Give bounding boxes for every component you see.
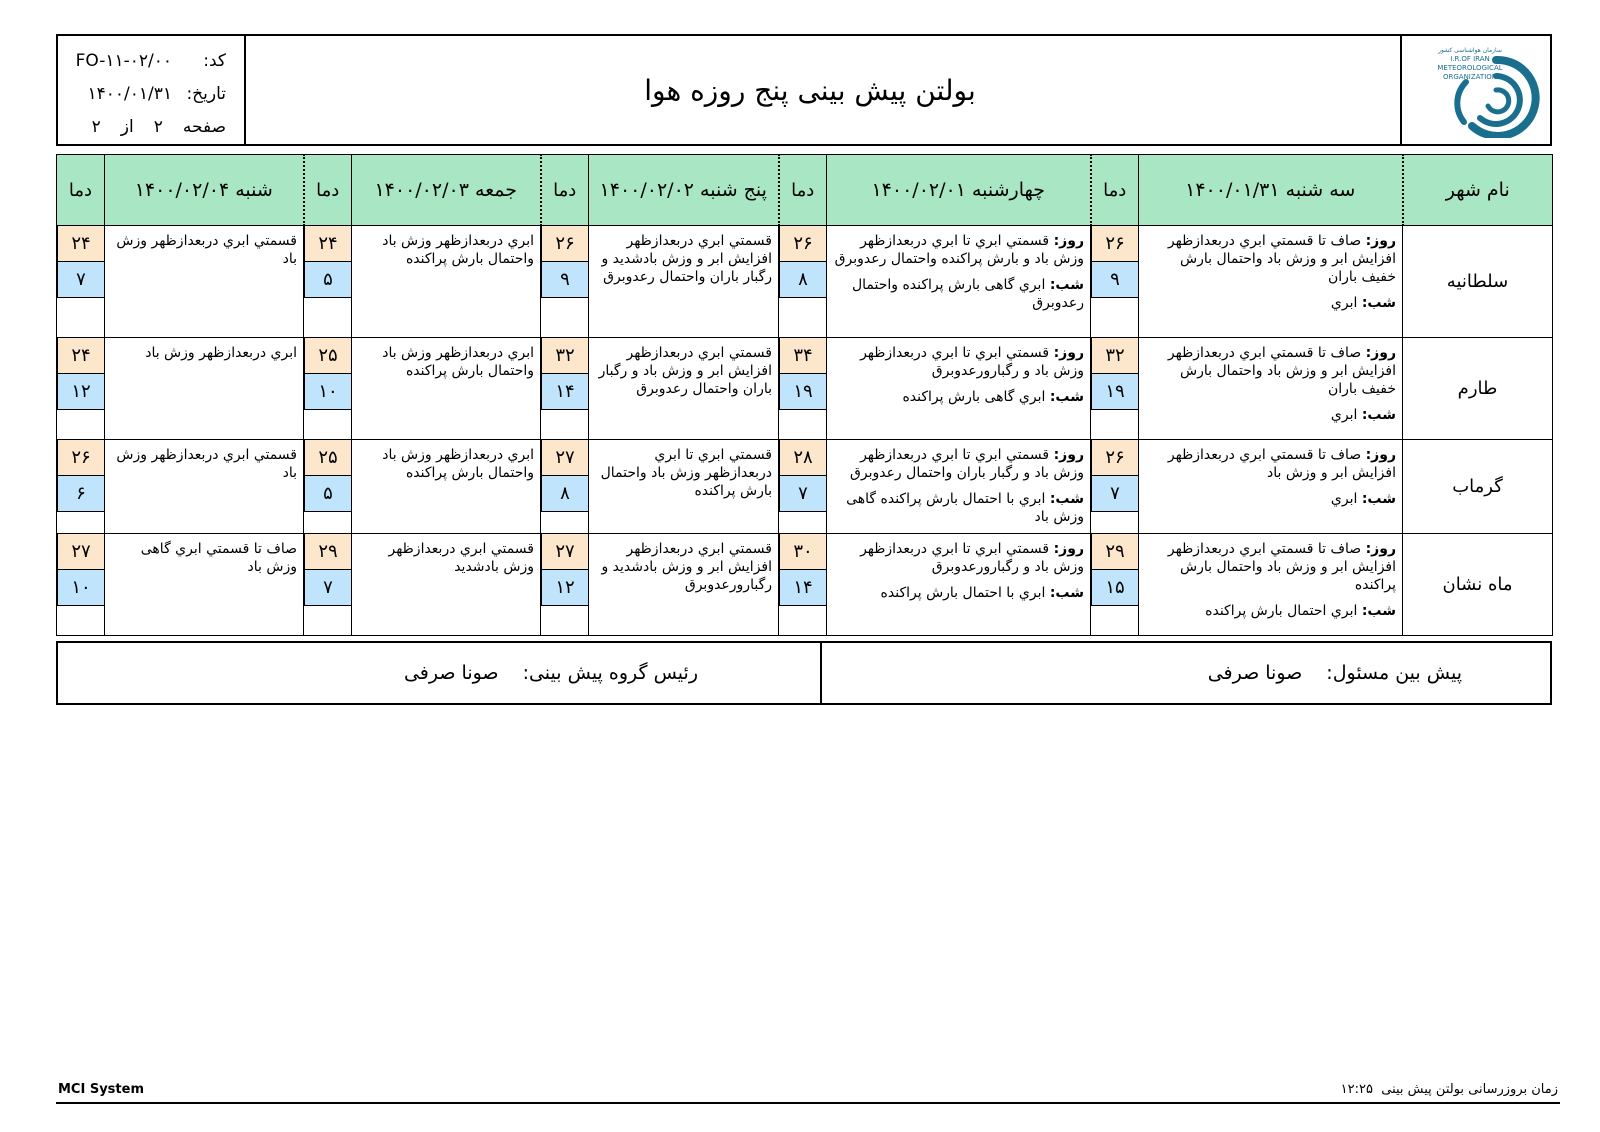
min-temperature: ۵ bbox=[304, 262, 351, 298]
page-of: از bbox=[120, 117, 134, 137]
city-name: ماه نشان bbox=[1403, 534, 1553, 636]
forecast-description bbox=[105, 534, 304, 636]
max-temperature: ۲۶ bbox=[541, 226, 588, 262]
code-label: کد: bbox=[203, 51, 226, 71]
day-forecast: قسمتي ابري تا ابري دربعدازظهر وزش باد و رگبارورعدوبرق bbox=[860, 541, 1084, 575]
night-label: شب: bbox=[1361, 491, 1396, 507]
max-temperature: ۳۲ bbox=[541, 338, 588, 374]
date-value: ۱۴۰۰/۰۱/۳۱ bbox=[87, 84, 172, 104]
page-row bbox=[74, 114, 226, 147]
day-column-header: سه شنبه ۱۴۰۰/۰۱/۳۱ bbox=[1139, 155, 1403, 226]
day-forecast: قسمتي ابري تا ابري دربعدازظهر وزش باد و رگبار باران واحتمال رعدوبرق bbox=[849, 447, 1084, 481]
logo-text-meteorological: METEOROLOGICAL bbox=[1437, 64, 1503, 72]
temp-column-header: دما bbox=[779, 155, 827, 226]
max-temperature: ۲۶ bbox=[1091, 226, 1138, 262]
forecast-text: ابري دربعدازظهر وزش باد واحتمال بارش پراکنده bbox=[382, 447, 534, 481]
city-name: سلطانیه bbox=[1403, 226, 1553, 338]
day-label: روز: bbox=[1053, 447, 1084, 463]
min-temperature: ۹ bbox=[541, 262, 588, 298]
max-temperature: ۲۴ bbox=[57, 226, 104, 262]
day-forecast: صاف تا قسمتي ابري دربعدازظهر افزايش ابر و وزش باد واحتمال بارش پراكنده bbox=[1167, 541, 1396, 593]
temperature-cell bbox=[779, 440, 827, 534]
forecast-description bbox=[1139, 440, 1403, 534]
max-temperature: ۲۷ bbox=[541, 440, 588, 476]
max-temperature: ۲۹ bbox=[304, 534, 351, 570]
day-forecast: قسمتي ابري تا ابري دربعدازظهر وزش باد و رگبارورعدوبرق bbox=[860, 345, 1084, 379]
forecast-description bbox=[589, 226, 779, 338]
min-temperature: ۵ bbox=[304, 476, 351, 512]
temperature-cell bbox=[1091, 440, 1139, 534]
forecast-table bbox=[56, 154, 1553, 636]
forecast-text: ابري دربعدازظهر وزش باد واحتمال بارش پراکنده bbox=[382, 345, 534, 379]
day-label: روز: bbox=[1365, 541, 1396, 557]
page-label: صفحه bbox=[182, 117, 226, 137]
night-label: شب: bbox=[1049, 277, 1084, 293]
temperature-cell bbox=[304, 226, 352, 338]
temperature-cell bbox=[57, 226, 105, 338]
max-temperature: ۲۷ bbox=[541, 534, 588, 570]
update-time bbox=[1341, 1082, 1558, 1097]
night-forecast: ابري احتمال بارش پراکنده bbox=[1205, 603, 1358, 619]
city-name: گرماب bbox=[1403, 440, 1553, 534]
date-label: تاریخ: bbox=[186, 84, 226, 104]
temperature-cell bbox=[304, 338, 352, 440]
temp-column-header: دما bbox=[1091, 155, 1139, 226]
max-temperature: ۲۶ bbox=[779, 226, 826, 262]
city-name: طارم bbox=[1403, 338, 1553, 440]
temperature-cell bbox=[541, 338, 589, 440]
forecast-body bbox=[57, 226, 1553, 636]
day-label: روز: bbox=[1053, 233, 1084, 249]
forecaster-label: پیش بین مسئول: bbox=[1326, 662, 1462, 684]
night-label: شب: bbox=[1361, 407, 1396, 423]
min-temperature: ۷ bbox=[779, 476, 826, 512]
forecast-description bbox=[827, 226, 1091, 338]
night-forecast: ابري bbox=[1330, 295, 1358, 311]
min-temperature: ۱۹ bbox=[779, 374, 826, 410]
day-forecast: صاف تا قسمتي ابري دربعدازظهر افزايش ابر و وزش باد bbox=[1167, 447, 1396, 481]
forecast-description bbox=[1139, 534, 1403, 636]
day-column-header: شنبه ۱۴۰۰/۰۲/۰۴ bbox=[105, 155, 304, 226]
forecast-text: قسمتي ابري دربعدازظهر وزش بادشديد bbox=[388, 541, 534, 575]
forecast-description bbox=[352, 534, 541, 636]
table-header-row bbox=[57, 155, 1553, 226]
night-label: شب: bbox=[1049, 389, 1084, 405]
code-value: FO-۱۱-۰۲/۰۰ bbox=[75, 51, 172, 71]
day-label: روز: bbox=[1365, 447, 1396, 463]
min-temperature: ۹ bbox=[1091, 262, 1138, 298]
page-total: ۲ bbox=[91, 117, 101, 137]
temperature-cell bbox=[57, 440, 105, 534]
day-column-header: پنج شنبه ۱۴۰۰/۰۲/۰۲ bbox=[589, 155, 779, 226]
table-row bbox=[57, 226, 1553, 338]
bulletin-header bbox=[56, 34, 1552, 146]
day-column-header: چهارشنبه ۱۴۰۰/۰۲/۰۱ bbox=[827, 155, 1091, 226]
code-row bbox=[74, 48, 226, 81]
forecast-text: قسمتي ابري دربعدازظهر افزايش ابر و وزش بادشديد و رگبار باران واحتمال رعدوبرق bbox=[601, 233, 772, 285]
max-temperature: ۳۴ bbox=[779, 338, 826, 374]
max-temperature: ۲۵ bbox=[304, 440, 351, 476]
min-temperature: ۷ bbox=[57, 262, 104, 298]
temperature-cell bbox=[304, 534, 352, 636]
day-label: روز: bbox=[1365, 345, 1396, 361]
forecast-text: ابري دربعدازظهر وزش باد bbox=[145, 345, 297, 361]
forecast-text: قسمتي ابري دربعدازظهر افزايش ابر و وزش باد و رگبار باران واحتمال رعدوبرق bbox=[598, 345, 772, 397]
temperature-cell bbox=[57, 338, 105, 440]
day-forecast: صاف تا قسمتي ابري دربعدازظهر افزايش ابر و وزش باد واحتمال بارش خفيف باران bbox=[1167, 345, 1396, 397]
forecast-text: ابري دربعدازظهر وزش باد واحتمال بارش پراکنده bbox=[382, 233, 534, 267]
page-title: بولتن پیش بینی پنج روزه هوا bbox=[644, 73, 976, 107]
document-meta bbox=[58, 36, 246, 144]
temperature-cell bbox=[1091, 534, 1139, 636]
max-temperature: ۲۹ bbox=[1091, 534, 1138, 570]
night-forecast: ابري با احتمال بارش پراكنده bbox=[880, 585, 1046, 601]
table-row bbox=[57, 534, 1553, 636]
update-value: ۱۲:۲۵ bbox=[1340, 1082, 1373, 1097]
forecast-description bbox=[827, 440, 1091, 534]
temperature-cell bbox=[57, 534, 105, 636]
head-section bbox=[58, 643, 820, 703]
logo-text-fa: سازمان هواشناسی کشور bbox=[1438, 47, 1502, 54]
night-forecast: ابري با احتمال بارش پراکنده گاهی وزش باد bbox=[846, 491, 1084, 525]
head-name: صونا صرفی bbox=[403, 662, 499, 684]
table-row bbox=[57, 338, 1553, 440]
temp-column-header: دما bbox=[304, 155, 352, 226]
min-temperature: ۱۴ bbox=[541, 374, 588, 410]
temperature-cell bbox=[779, 534, 827, 636]
night-label: شب: bbox=[1361, 603, 1396, 619]
temperature-cell bbox=[304, 440, 352, 534]
forecast-description bbox=[1139, 338, 1403, 440]
forecast-text: صاف تا قسمتي ابري گاهی وزش باد bbox=[140, 541, 297, 575]
forecast-description bbox=[352, 440, 541, 534]
date-row bbox=[74, 81, 226, 114]
forecaster-section bbox=[820, 643, 1550, 703]
min-temperature: ۱۲ bbox=[541, 570, 588, 606]
logo-text-iran: I.R.OF IRAN bbox=[1450, 55, 1490, 63]
forecast-description bbox=[105, 226, 304, 338]
page-footer bbox=[56, 1076, 1560, 1104]
temp-column-header: دما bbox=[57, 155, 105, 226]
city-column-header: نام شهر bbox=[1403, 155, 1553, 226]
forecast-description bbox=[827, 534, 1091, 636]
temperature-cell bbox=[541, 226, 589, 338]
forecast-description bbox=[105, 440, 304, 534]
temp-column-header: دما bbox=[541, 155, 589, 226]
forecast-description bbox=[589, 534, 779, 636]
temperature-cell bbox=[1091, 226, 1139, 338]
min-temperature: ۱۴ bbox=[779, 570, 826, 606]
temperature-cell bbox=[541, 440, 589, 534]
min-temperature: ۱۵ bbox=[1091, 570, 1138, 606]
forecast-description bbox=[352, 226, 541, 338]
max-temperature: ۲۴ bbox=[57, 338, 104, 374]
signature-bar bbox=[56, 641, 1552, 705]
day-forecast: صاف تا قسمتي ابري دربعدازظهر افزايش ابر و وزش باد واحتمال بارش خفيف باران bbox=[1167, 233, 1396, 285]
max-temperature: ۲۴ bbox=[304, 226, 351, 262]
forecast-description bbox=[105, 338, 304, 440]
min-temperature: ۷ bbox=[1091, 476, 1138, 512]
max-temperature: ۲۷ bbox=[57, 534, 104, 570]
day-forecast: قسمتي ابري تا ابري دربعدازظهر وزش باد و بارش پراكنده واحتمال رعدوبرق bbox=[834, 233, 1084, 267]
min-temperature: ۸ bbox=[541, 476, 588, 512]
temperature-cell bbox=[541, 534, 589, 636]
page-number: ۲ bbox=[153, 117, 163, 137]
night-forecast: ابري bbox=[1330, 407, 1358, 423]
meteorological-organization-logo bbox=[1400, 36, 1550, 144]
forecast-text: قسمتي ابري دربعدازظهر وزش باد bbox=[116, 233, 297, 267]
forecast-description bbox=[1139, 226, 1403, 338]
temperature-cell bbox=[779, 226, 827, 338]
night-forecast: ابري گاهی بارش پراکنده bbox=[902, 389, 1046, 405]
min-temperature: ۷ bbox=[304, 570, 351, 606]
forecast-description bbox=[589, 440, 779, 534]
night-forecast: ابري bbox=[1330, 491, 1358, 507]
night-forecast: ابري گاهی بارش پراكنده واحتمال رعدوبرق bbox=[851, 277, 1084, 311]
min-temperature: ۱۰ bbox=[57, 570, 104, 606]
max-temperature: ۳۲ bbox=[1091, 338, 1138, 374]
min-temperature: ۱۰ bbox=[304, 374, 351, 410]
day-column-header: جمعه ۱۴۰۰/۰۲/۰۳ bbox=[352, 155, 541, 226]
max-temperature: ۳۰ bbox=[779, 534, 826, 570]
night-label: شب: bbox=[1049, 491, 1084, 507]
update-label: زمان بروزرسانی بولتن پیش بینی bbox=[1381, 1082, 1558, 1097]
max-temperature: ۲۶ bbox=[1091, 440, 1138, 476]
forecast-description bbox=[589, 338, 779, 440]
min-temperature: ۱۹ bbox=[1091, 374, 1138, 410]
forecaster-name: صونا صرفی bbox=[1207, 662, 1303, 684]
logo-icon bbox=[1408, 42, 1544, 138]
logo-text-organization: ORGANIZATION bbox=[1442, 73, 1498, 81]
day-label: روز: bbox=[1053, 541, 1084, 557]
min-temperature: ۶ bbox=[57, 476, 104, 512]
night-label: شب: bbox=[1049, 585, 1084, 601]
head-label: رئیس گروه پیش بینی: bbox=[522, 662, 698, 684]
forecast-text: قسمتي ابري دربعدازظهر افزايش ابر و وزش بادشديد و رگبارورعدوبرق bbox=[601, 541, 772, 593]
system-name: MCI System bbox=[58, 1082, 144, 1097]
forecast-text: قسمتي ابري تا ابري دربعدازظهر وزش باد واحتمال بارش پراکنده bbox=[600, 447, 772, 499]
day-label: روز: bbox=[1365, 233, 1396, 249]
night-label: شب: bbox=[1361, 295, 1396, 311]
min-temperature: ۸ bbox=[779, 262, 826, 298]
table-row bbox=[57, 440, 1553, 534]
max-temperature: ۲۶ bbox=[57, 440, 104, 476]
forecast-text: قسمتي ابري دربعدازظهر وزش باد bbox=[116, 447, 297, 481]
day-label: روز: bbox=[1053, 345, 1084, 361]
max-temperature: ۲۵ bbox=[304, 338, 351, 374]
max-temperature: ۲۸ bbox=[779, 440, 826, 476]
temperature-cell bbox=[779, 338, 827, 440]
forecast-description bbox=[352, 338, 541, 440]
forecast-description bbox=[827, 338, 1091, 440]
min-temperature: ۱۲ bbox=[57, 374, 104, 410]
temperature-cell bbox=[1091, 338, 1139, 440]
